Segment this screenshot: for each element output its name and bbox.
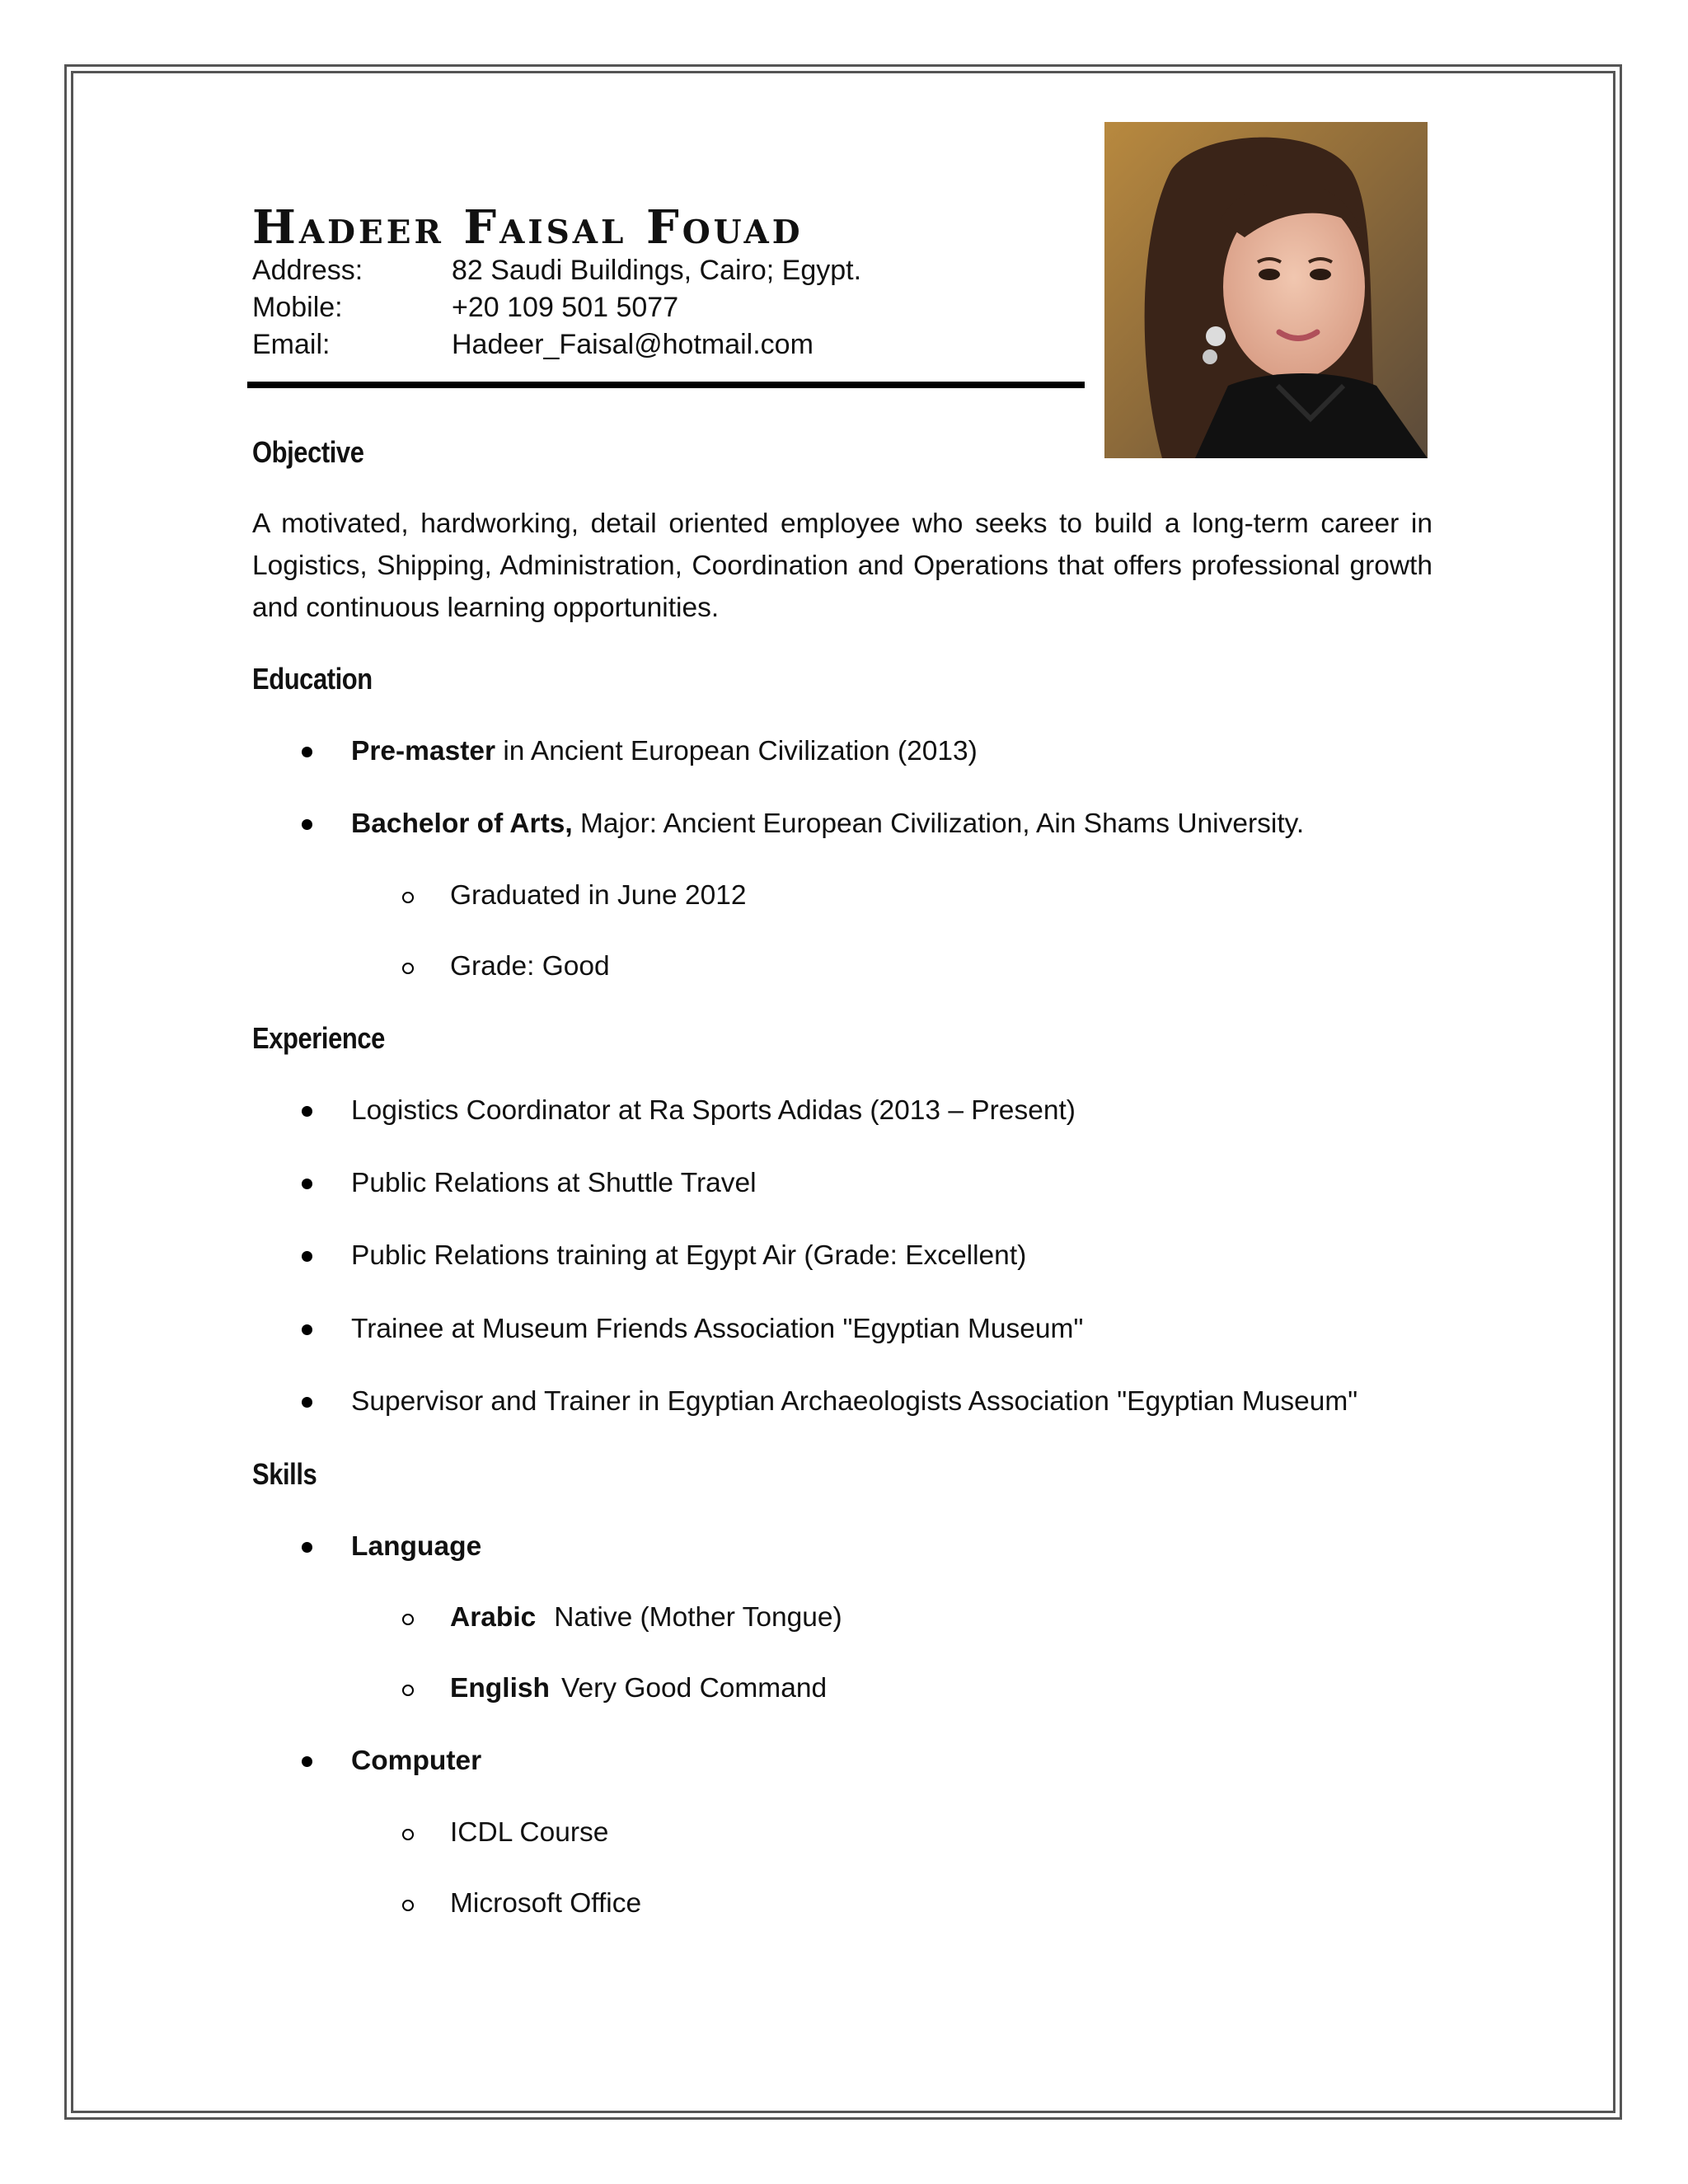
skills-heading: Skills <box>252 1457 317 1491</box>
bullet-icon <box>300 1165 316 1202</box>
experience-item: Public Relations at Shuttle Travel <box>351 1168 757 1198</box>
experience-item: Supervisor and Trainer in Egyptian Archaeologists Association "Egyptian Museum" <box>351 1386 1358 1417</box>
bullet-icon <box>300 1384 316 1420</box>
objective-text: A motivated, hardworking, detail oriented employee who seeks to build a long-term career in Logistics, Shipping, Administration, Coordination and Operations that offers professional growth and continuous learning opportunities. <box>252 509 1432 623</box>
computer-item: ICDL Course <box>450 1817 609 1848</box>
education-item <box>351 733 978 770</box>
education-subitem: Grade: Good <box>450 951 610 982</box>
language-name: English <box>450 1673 550 1704</box>
skills-language-text: Language <box>351 1531 482 1562</box>
mobile-value: +20 109 501 5077 <box>452 292 679 323</box>
skills-computer-label <box>351 1743 481 1779</box>
bullet-icon <box>300 1529 316 1565</box>
objective-heading: Objective <box>252 435 364 469</box>
contact-block <box>252 252 861 363</box>
language-item <box>450 1600 842 1636</box>
education-item-bold: Bachelor of Arts, <box>351 808 573 839</box>
address-value: 82 Saudi Buildings, Cairo; Egypt. <box>452 255 862 286</box>
education-item-text: Major: Ancient European Civilization, Ain Shams University. <box>572 808 1305 839</box>
address-row <box>252 252 861 289</box>
education-item-text: in Ancient European Civilization (2013) <box>495 736 978 766</box>
experience-item: Logistics Coordinator at Ra Sports Adidas (2013 – Present) <box>351 1095 1076 1126</box>
language-level: Very Good Command <box>560 1673 828 1704</box>
mobile-label: Mobile: <box>252 292 343 323</box>
email-value: Hadeer_Faisal@hotmail.com <box>452 329 814 360</box>
language-name: Arabic <box>450 1602 537 1633</box>
experience-item: Public Relations training at Egypt Air (Grade: Excellent) <box>351 1240 1027 1271</box>
education-item <box>351 806 1304 842</box>
language-item <box>450 1671 827 1707</box>
bullet-icon <box>300 806 316 842</box>
education-item-bold: Pre-master <box>351 736 496 766</box>
experience-heading: Experience <box>252 1021 385 1055</box>
bullet-icon <box>300 1311 316 1347</box>
circle-bullet-icon <box>401 1886 419 1922</box>
address-label: Address: <box>252 255 363 286</box>
header-divider <box>247 382 1085 388</box>
circle-bullet-icon <box>401 1600 419 1636</box>
bullet-icon <box>300 1238 316 1274</box>
circle-bullet-icon <box>401 878 419 914</box>
education-subitem: Graduated in June 2012 <box>450 880 747 911</box>
bullet-icon <box>300 1093 316 1129</box>
bullet-icon <box>300 1743 316 1779</box>
skills-language-label <box>351 1529 481 1565</box>
circle-bullet-icon <box>401 1671 419 1707</box>
profile-photo <box>1104 122 1428 458</box>
email-label: Email: <box>252 329 331 360</box>
mobile-row <box>252 289 861 326</box>
email-row <box>252 326 861 363</box>
skills-computer-text: Computer <box>351 1746 482 1776</box>
education-heading: Education <box>252 662 373 696</box>
circle-bullet-icon <box>401 949 419 985</box>
candidate-name: Hadeer Faisal Fouad <box>252 200 804 255</box>
language-level: Native (Mother Tongue) <box>554 1602 842 1633</box>
computer-item: Microsoft Office <box>450 1888 642 1919</box>
bullet-icon <box>300 733 316 770</box>
experience-item: Trainee at Museum Friends Association "Egyptian Museum" <box>351 1314 1084 1344</box>
circle-bullet-icon <box>401 1815 419 1851</box>
